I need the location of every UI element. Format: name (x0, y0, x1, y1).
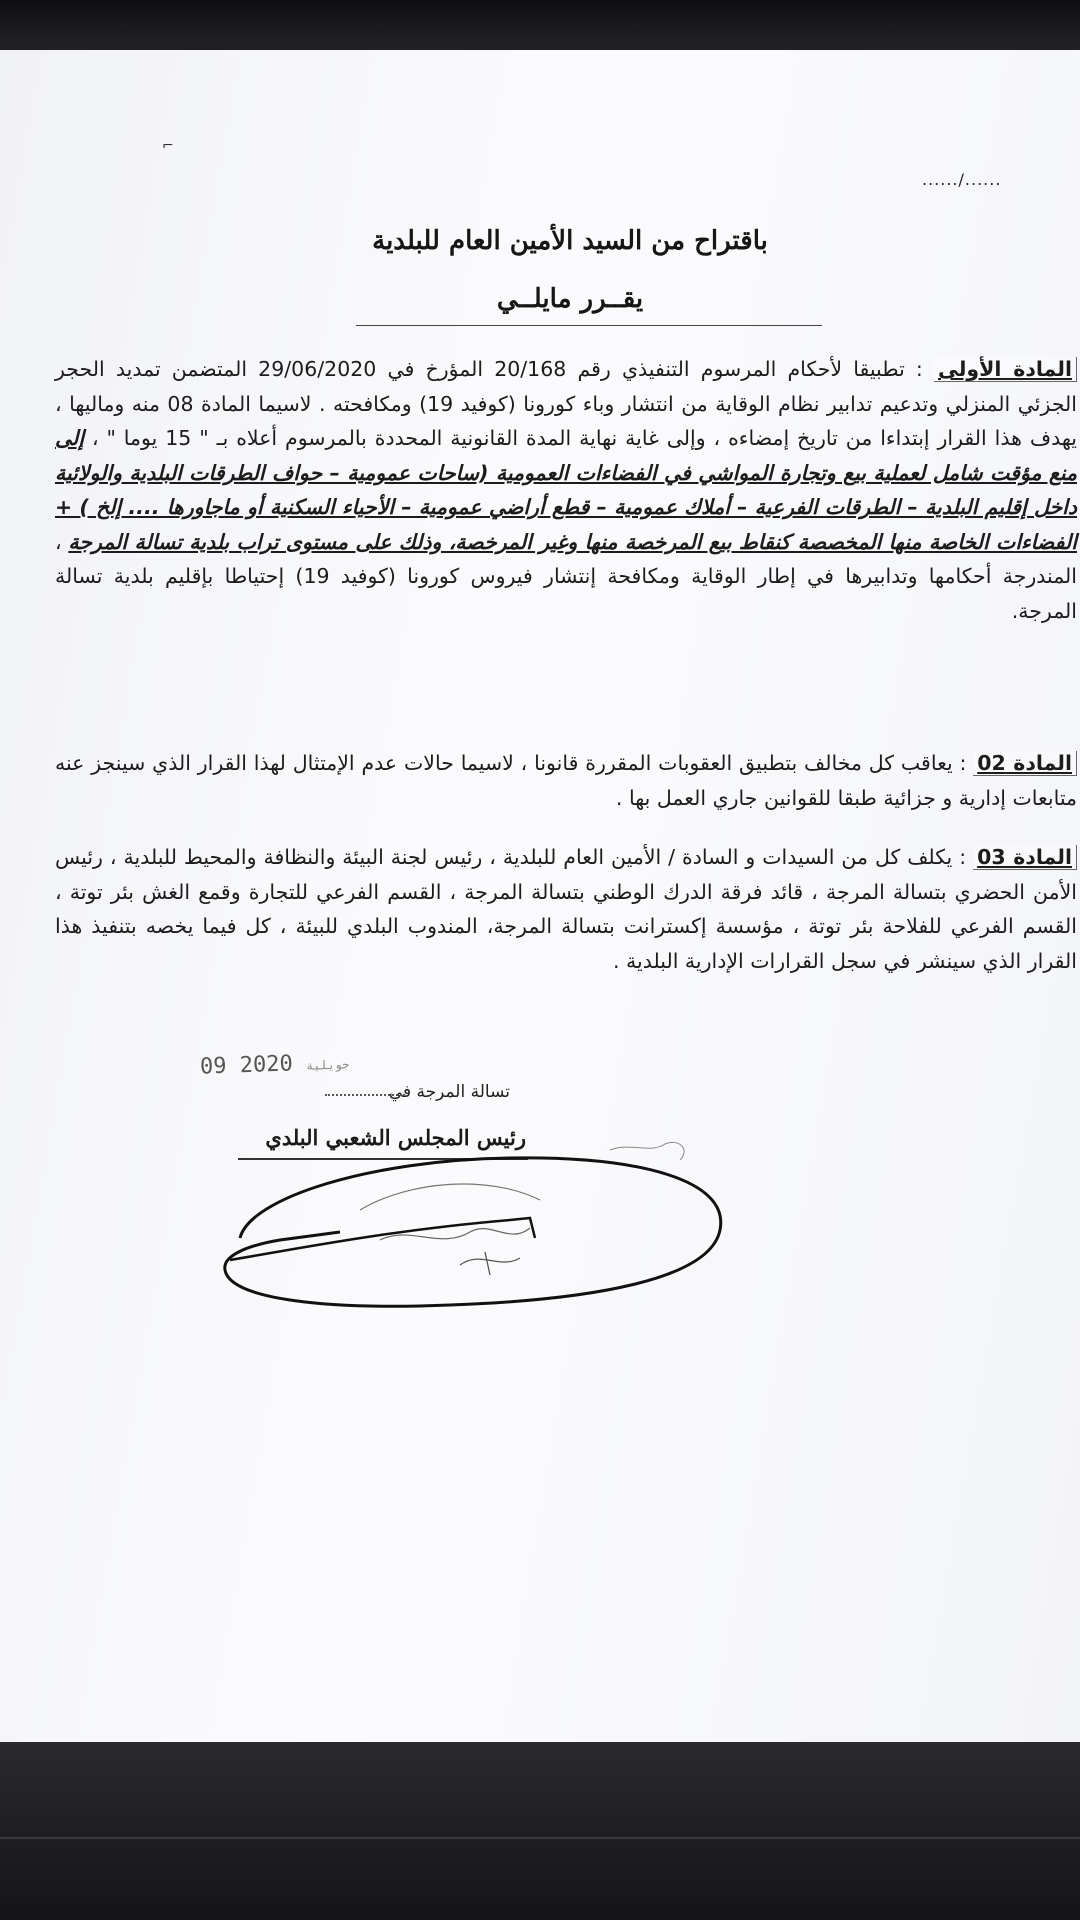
article-3-title: المادة 03 (973, 845, 1077, 870)
signatory-title: رئيس المجلس الشعبي البلدي (265, 1125, 526, 1150)
place-and-date: تسالة المرجة في (388, 1082, 510, 1102)
article-1-text: : تطبيقا لأحكام المرسوم التنفيذي رقم 20/168 المؤرخ في 29/06/2020 المتضمن تمديد الحجر الجزئي المنزلي وتدعيم تدابير نظام الوقاية من انتشار وباء كورونا (كوفيد 19) ومكافحته . لاسيما المادة 08 منه وماليها ، يهدف هذا القرار إبتداءا من تاريخ إمضاءه ، وإلى غاية نهاية المدة القانونية المحددة بالمرسوم أعلاه بـ " 15 يوما " ، (55, 357, 1077, 450)
article-1-text-end: ، المندرجة أحكامها وتدابيرها في إطار الوقاية ومكافحة إنتشار فيروس كورونا (كوفيد 19) إحتياطا بإقليم بلدية تسالة المرجة. (55, 529, 1077, 623)
article-2-title: المادة 02 (973, 751, 1077, 776)
date-stamp-month: جويلية (305, 1057, 350, 1073)
article-1-title: المادة الأولى (934, 357, 1077, 382)
date-stamp-value: 09 2020 (199, 1051, 294, 1080)
place-dots (325, 1094, 405, 1096)
decision-title: يقــرر مايلــي (496, 284, 644, 314)
decision-underline (356, 325, 822, 326)
article-1-highlight: إلى منع مؤقت شامل لعملية بيع وتجارة المواشي في الفضاءات العمومية (ساحات عمومية – حواف الطرقات البلدية والولائية داخل إقليم البلدية – الطرقات الفرعية – أملاك عمومية – قطع أراضي عمومية – الأحياء السكنية أو ماجاورها .... إلخ ) + الفضاءات الخاصة منها المخصصة كنقاط بيع المرخصة منها وغير المرخصة، وذلك على مستوى تراب بلدية تسالة المرجة (55, 426, 1077, 554)
reference-number: ....../...... (922, 170, 1002, 189)
background-crease (0, 1837, 1080, 1839)
signature (210, 1120, 750, 1330)
background-bottom (0, 1742, 1080, 1920)
article-3-text: : يكلف كل من السيدات و السادة / الأمين العام للبلدية ، رئيس لجنة البيئة والنظافة والمحيط للبلدية ، رئيس الأمن الحضري بتسالة المرجة ، قائد فرقة الدرك الوطني بتسالة المرجة ، القسم الفرعي للتجارة وقمع الغش بئر توتة ، القسم الفرعي للفلاحة بئر توتة ، مؤسسة إكسترانت بتسالة المرجة، المندوب البلدي للبيئة ، كل فيما يخصه بتنفيذ هذا القرار الذي سينشر في سجل القرارات الإدارية البلدية . (55, 845, 1077, 973)
article-3 (55, 840, 1077, 978)
article-2-text: : يعاقب كل مخالف بتطبيق العقوبات المقررة قانونا ، لاسيما حالات عدم الإمتثال لهذا القرار الذي سينجز عنه متابعات إدارية و جزائية طبقا للقوانين جاري العمل بها . (55, 751, 1077, 810)
date-stamp (200, 1049, 350, 1079)
article-2 (55, 746, 1077, 815)
pen-mark: ⌐ (162, 138, 174, 154)
proposal-heading: باقتراح من السيد الأمين العام للبلدية (372, 226, 768, 256)
article-1 (55, 352, 1077, 628)
